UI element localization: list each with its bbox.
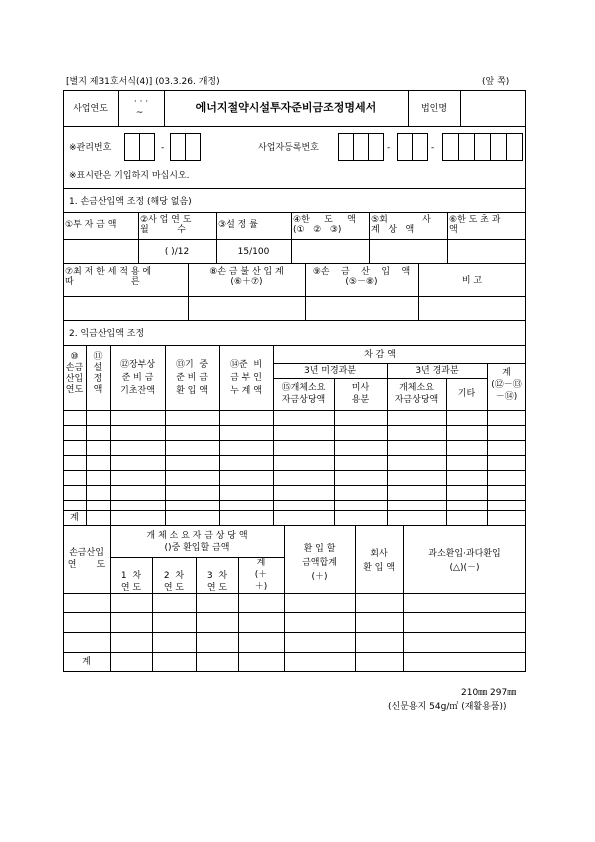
paper-spec: (신문용지 54g/㎡ (재활용품)) — [388, 702, 507, 712]
section2-heading: 2. 익금산입액 조정 — [69, 329, 145, 339]
mgmt-box-1[interactable] — [124, 133, 140, 161]
dash: - — [431, 143, 435, 153]
col-excess: ⑥한 도 초 과 액 — [449, 215, 501, 235]
col-total: 계 (⑫－⑬ －⑭) — [491, 368, 522, 402]
biz-box-8[interactable] — [474, 133, 491, 161]
col-company-amount: ⑤회 사 계 상 액 — [371, 215, 431, 235]
col-nondeductible: ⑧손 금 불 산 입 계 (⑥＋⑦) — [209, 267, 284, 287]
form-title: 에너지절약시설투자준비금조정명세서 — [195, 101, 377, 114]
biz-box-10[interactable] — [506, 133, 523, 161]
col-unused: 미사 용분 — [351, 383, 370, 405]
s3-year1: 1 차 연 도 — [120, 571, 142, 593]
biz-box-1[interactable] — [338, 133, 354, 161]
year-label: 사업연도 — [73, 104, 108, 114]
biz-box-5[interactable] — [412, 133, 428, 161]
months-value: ( )/12 — [164, 247, 190, 257]
biz-reg-label: 사업자등록번호 — [258, 143, 319, 153]
col-limit: ④한 도 액 (① ② ③) — [293, 215, 356, 235]
mgmt-number-label: ※관리번호 — [69, 143, 112, 153]
col-under-3yr: 3년 미경과분 — [303, 366, 357, 376]
s3-year3: 3 차 연 도 — [206, 571, 228, 593]
biz-box-2[interactable] — [353, 133, 369, 161]
page-side: (앞 쪽) — [482, 77, 510, 87]
col-min-tax: ⑦최 저 한 세 적 용 에 따 른 — [65, 267, 152, 287]
mgmt-box-2[interactable] — [139, 133, 155, 161]
col-rate: ③설 정 률 — [218, 220, 258, 230]
col-deductible: ⑨손 금 산 입 액 (⑤－⑧) — [312, 267, 411, 287]
col-over-3yr: 3년 경과분 — [415, 366, 459, 376]
rate-value: 15/100 — [237, 247, 270, 257]
col-replacement-fund-2: 개체소요 자금상당액 — [394, 383, 439, 405]
col-investment: ①투 자 금 액 — [65, 220, 117, 230]
col-set-amount: ⑪ 설 정 액 — [93, 352, 103, 395]
col-remarks: 비 고 — [461, 276, 483, 286]
mgmt-box-4[interactable] — [185, 133, 201, 161]
biz-box-4[interactable] — [397, 133, 413, 161]
col-months: ②사 업 연 도 월 수 — [140, 215, 192, 235]
s3-refund-total: 환 입 할 금액합계 (＋) — [302, 544, 337, 582]
col-opening-balance: ⑫장부상 준 비 금 기초잔액 — [119, 360, 156, 396]
section3-total-label: 계 — [82, 657, 91, 667]
dash: - — [387, 143, 391, 153]
col-other: 기타 — [457, 389, 476, 399]
form-number: [별지 제31호서식(4)] (03.3.26. 개정) — [66, 77, 220, 87]
corp-name-label: 법인명 — [420, 104, 448, 114]
corp-name-field[interactable] — [461, 92, 525, 125]
col-loss-year: ⑩ 손금 산입 연도 — [65, 352, 84, 395]
col-replacement-fund: ⑮개체소요 자금상당액 — [281, 383, 326, 405]
biz-box-6[interactable] — [442, 133, 459, 161]
s3-company-refund: 회사 환 입 액 — [363, 549, 395, 573]
biz-box-9[interactable] — [490, 133, 507, 161]
note: ※표시란은 기입하지 마십시오. — [69, 171, 190, 181]
mgmt-box-3[interactable] — [170, 133, 186, 161]
biz-box-7[interactable] — [458, 133, 475, 161]
section1-heading: 1. 손금산입액 조정 (해당 없음) — [69, 197, 192, 207]
col-reversal: ⑬기 중 준 비 금 환 입 액 — [175, 360, 209, 396]
col-denied-cumulative: ⑭준 비 금 부 인 누 계 액 — [229, 360, 263, 396]
paper-size: 210㎜ 297㎜ — [461, 688, 517, 698]
s3-sum: 계 (＋ ＋) — [254, 558, 268, 592]
period-field[interactable]: · · · ~ — [133, 97, 149, 118]
s3-excess: 과소환입·과다환입 (△)(－) — [428, 549, 501, 573]
col-difference: 차 감 액 — [364, 350, 396, 360]
s3-year2: 2 차 연 도 — [163, 571, 185, 593]
biz-box-3[interactable] — [368, 133, 384, 161]
dash: - — [161, 143, 165, 153]
s3-year-col: 손금산입 연 도 — [67, 548, 106, 570]
section2-total-label: 계 — [70, 513, 79, 523]
s3-fund-header: 개 체 소 요 자 금 상 당 액 ()중 환입할 금액 — [146, 531, 248, 553]
